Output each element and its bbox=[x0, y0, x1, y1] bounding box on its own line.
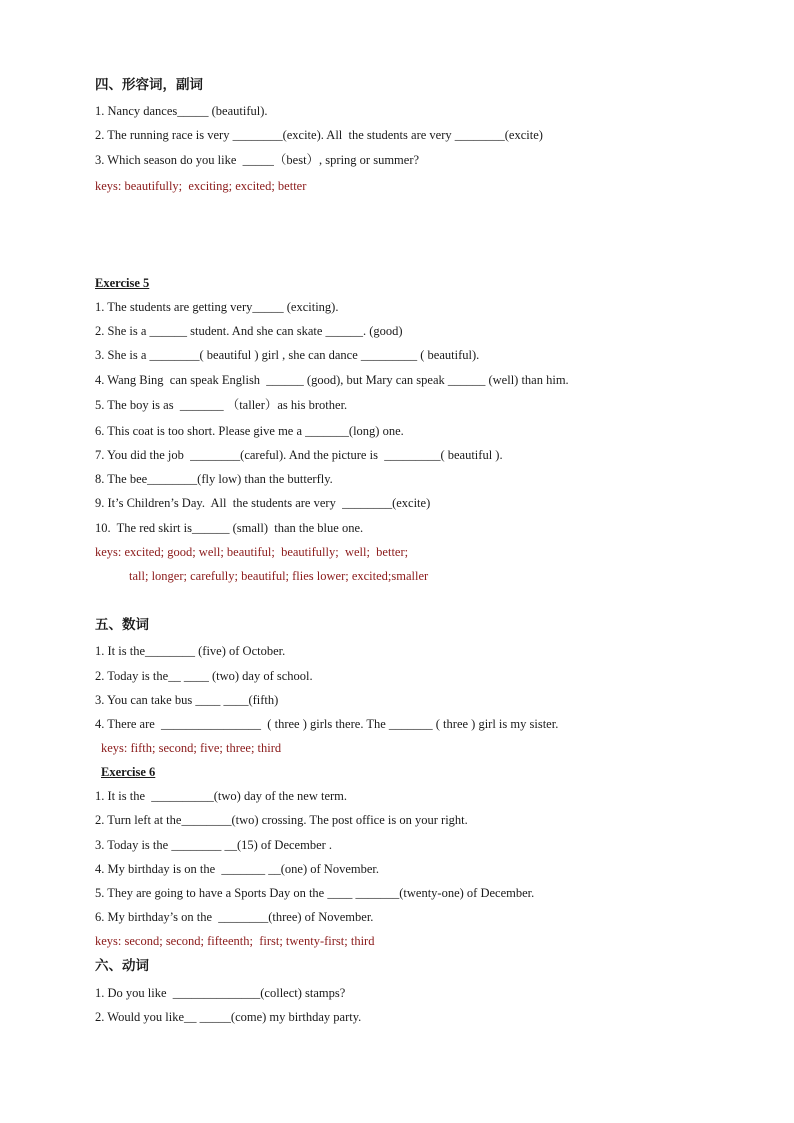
answer-keys: keys: beautifully; exciting; excited; better bbox=[95, 179, 307, 193]
answer-keys-continued: tall; longer; carefully; beautiful; flies lower; excited;smaller bbox=[129, 569, 429, 583]
question: 8. The bee________(fly low) than the butterfly. bbox=[95, 472, 333, 486]
exercise-5-title: Exercise 5 bbox=[95, 276, 150, 290]
question: 6. This coat is too short. Please give me a _______(long) one. bbox=[95, 424, 404, 438]
section-heading-numerals: 五、数词 bbox=[95, 617, 149, 632]
question: 3. Which season do you like _____（best）, spring or summer? bbox=[95, 153, 420, 167]
question: 1. It is the________ (five) of October. bbox=[95, 644, 286, 658]
question: 5. The boy is as _______ （taller）as his brother. bbox=[95, 398, 348, 412]
question: 2. Turn left at the________(two) crossing. The post office is on your right. bbox=[95, 813, 468, 827]
question: 2. She is a ______ student. And she can skate ______. (good) bbox=[95, 324, 403, 338]
question: 4. There are ________________ ( three ) girls there. The _______ ( three ) girl is my sister. bbox=[95, 717, 559, 731]
question: 4. Wang Bing can speak English ______ (good), but Mary can speak ______ (well) than him. bbox=[95, 373, 569, 387]
section-heading-verbs: 六、动词 bbox=[95, 958, 149, 973]
question: 1. Do you like ______________(collect) stamps? bbox=[95, 986, 346, 1000]
question: 10. The red skirt is______ (small) than the blue one. bbox=[95, 521, 364, 535]
answer-keys: keys: excited; good; well; beautiful; beautifully; well; better; bbox=[95, 545, 409, 559]
answer-keys: keys: fifth; second; five; three; third bbox=[101, 741, 282, 755]
question: 3. She is a ________( beautiful ) girl , she can dance _________ ( beautiful). bbox=[95, 348, 480, 362]
question: 5. They are going to have a Sports Day on the ____ _______(twenty-one) of December. bbox=[95, 886, 535, 900]
question: 7. You did the job ________(careful). And the picture is _________( beautiful ). bbox=[95, 448, 503, 462]
question: 4. My birthday is on the _______ __(one) of November. bbox=[95, 862, 379, 876]
question: 2. Would you like__ _____(come) my birthday party. bbox=[95, 1010, 362, 1024]
question: 1. Nancy dances_____ (beautiful). bbox=[95, 104, 268, 118]
question: 2. The running race is very ________(excite). All the students are very ________(excite) bbox=[95, 128, 543, 142]
question: 1. The students are getting very_____ (exciting). bbox=[95, 300, 339, 314]
question: 3. Today is the ________ __(15) of December . bbox=[95, 838, 333, 852]
section-heading-adjectives-adverbs: 四、形容词，副词 bbox=[95, 77, 203, 92]
question: 3. You can take bus ____ ____(fifth) bbox=[95, 693, 279, 707]
question: 9. It’s Children’s Day. All the students are very ________(excite) bbox=[95, 496, 431, 510]
question: 1. It is the __________(two) day of the new term. bbox=[95, 789, 348, 803]
question: 6. My birthday’s on the ________(three) of November. bbox=[95, 910, 374, 924]
question: 2. Today is the__ ____ (two) day of school. bbox=[95, 669, 313, 683]
exercise-6-title: Exercise 6 bbox=[101, 765, 156, 779]
answer-keys: keys: second; second; fifteenth; first; twenty-first; third bbox=[95, 934, 375, 948]
